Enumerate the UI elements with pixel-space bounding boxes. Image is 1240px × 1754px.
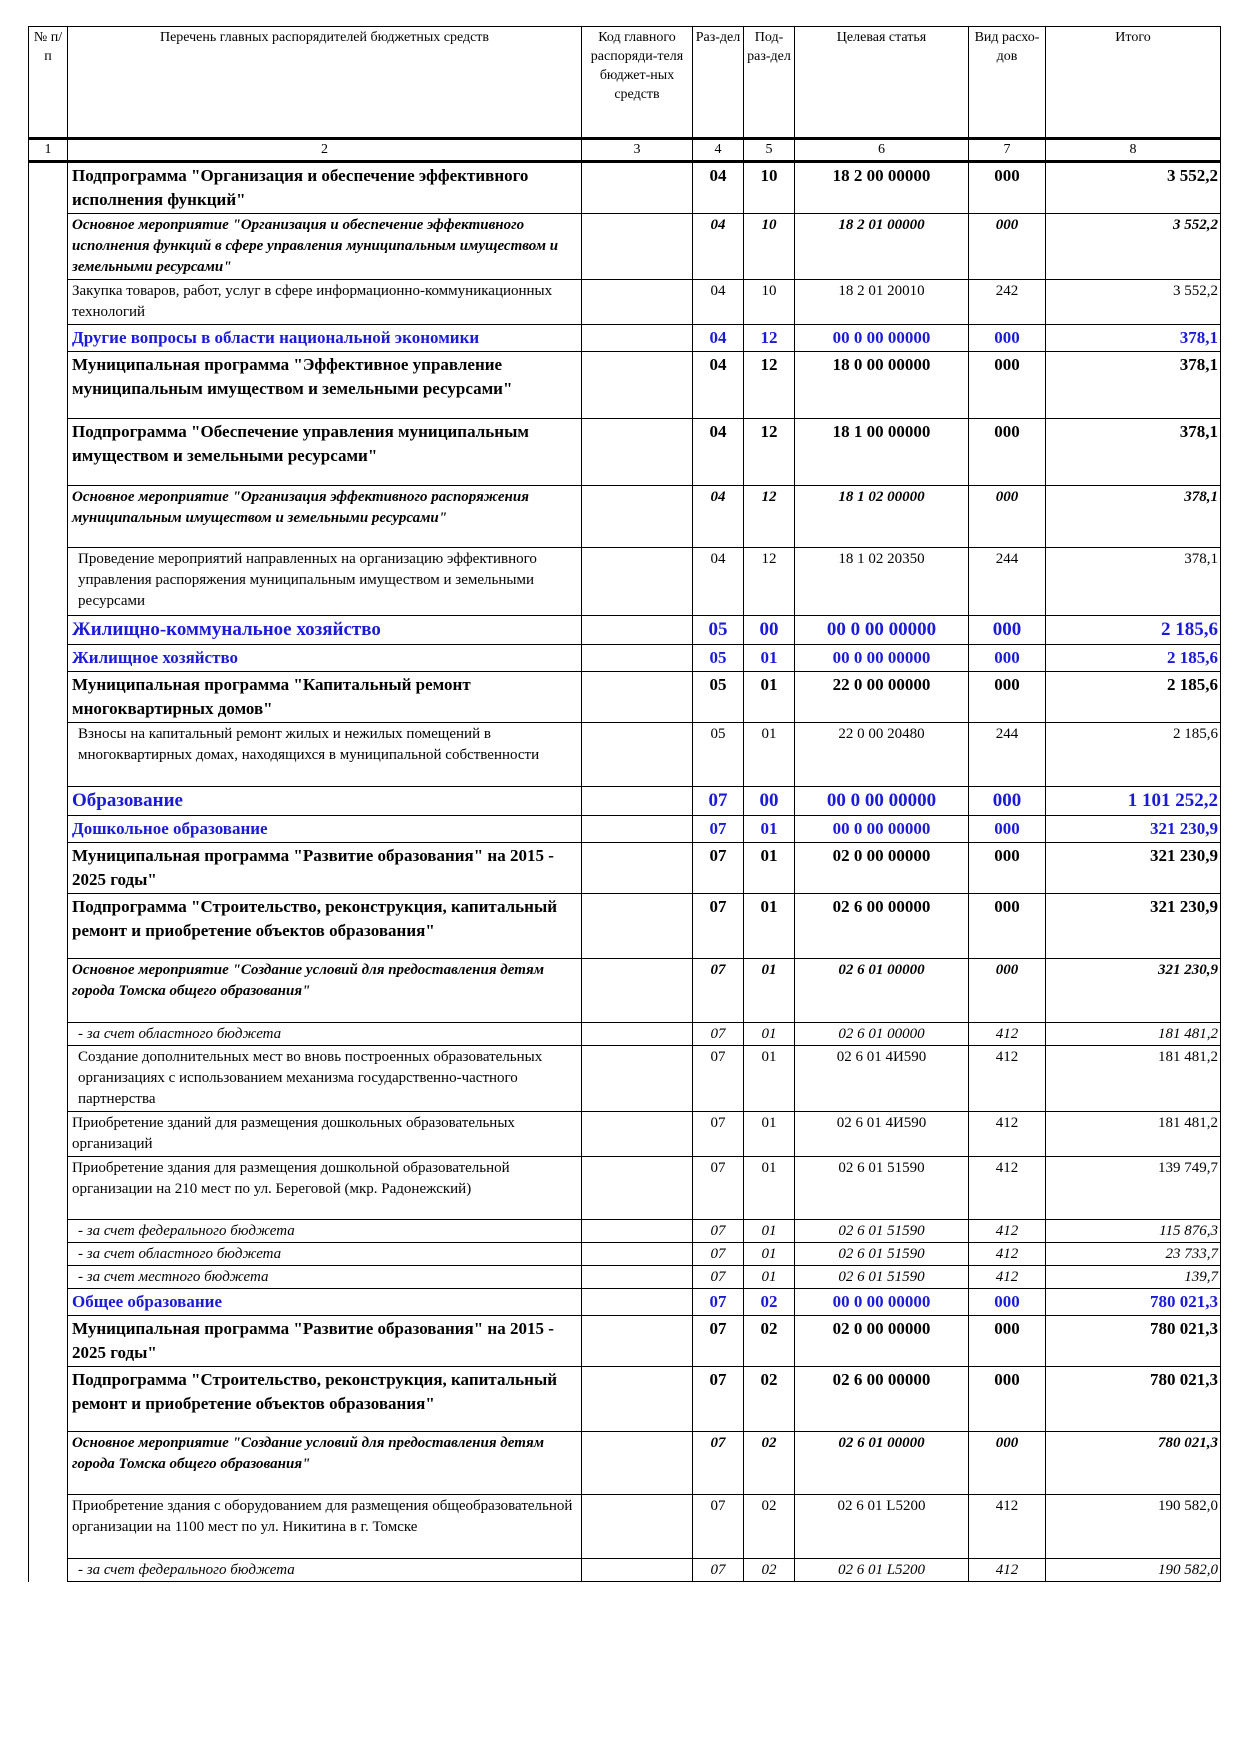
row-target-article: 18 2 01 00000 <box>795 214 969 280</box>
row-podrazdel: 10 <box>744 214 795 280</box>
row-code <box>582 214 693 280</box>
row-name: Взносы на капитальный ремонт жилых и нежилых помещений в многоквартирных домах, находящихся в муниципальной собственности <box>68 723 582 787</box>
table-row <box>29 1243 1221 1266</box>
table-row <box>29 672 1221 723</box>
row-total: 181 481,2 <box>1046 1046 1221 1112</box>
row-total: 1 101 252,2 <box>1046 787 1221 816</box>
table-row <box>29 548 1221 616</box>
row-name: - за счет федерального бюджета <box>68 1559 582 1582</box>
table-row <box>29 723 1221 787</box>
row-expense-type: 000 <box>969 1289 1046 1316</box>
row-name: Приобретение здания для размещения дошкольной образовательной организации на 210 мест по ул. Береговой (мкр. Радонежский) <box>68 1157 582 1220</box>
row-number-cell <box>29 645 68 672</box>
row-target-article: 02 6 01 51590 <box>795 1157 969 1220</box>
row-total: 378,1 <box>1046 548 1221 616</box>
row-razdel: 07 <box>693 1432 744 1495</box>
row-total: 181 481,2 <box>1046 1112 1221 1157</box>
row-name: Другие вопросы в области национальной экономики <box>68 325 582 352</box>
row-expense-type: 000 <box>969 486 1046 548</box>
row-code <box>582 1112 693 1157</box>
row-razdel: 07 <box>693 1220 744 1243</box>
row-code <box>582 1157 693 1220</box>
row-number-cell <box>29 1289 68 1316</box>
row-expense-type: 244 <box>969 548 1046 616</box>
row-podrazdel: 01 <box>744 645 795 672</box>
row-target-article: 02 0 00 00000 <box>795 1316 969 1367</box>
row-name: Общее образование <box>68 1289 582 1316</box>
header-target: Целевая статья <box>795 27 969 139</box>
row-target-article: 02 0 00 00000 <box>795 843 969 894</box>
row-podrazdel: 01 <box>744 1266 795 1289</box>
row-expense-type: 242 <box>969 280 1046 325</box>
row-razdel: 07 <box>693 959 744 1023</box>
row-code <box>582 1289 693 1316</box>
column-number: 5 <box>744 139 795 162</box>
row-name: Жилищно-коммунальное хозяйство <box>68 616 582 645</box>
row-total: 780 021,3 <box>1046 1367 1221 1432</box>
row-number-cell <box>29 1157 68 1220</box>
row-code <box>582 486 693 548</box>
row-code <box>582 1316 693 1367</box>
row-name: Подпрограмма "Обеспечение управления муниципальным имуществом и земельными ресурсами" <box>68 419 582 486</box>
row-razdel: 07 <box>693 816 744 843</box>
row-total: 2 185,6 <box>1046 616 1221 645</box>
row-expense-type: 412 <box>969 1157 1046 1220</box>
row-total: 780 021,3 <box>1046 1289 1221 1316</box>
row-name: Основное мероприятие "Создание условий для предоставления детям города Томска общего образования" <box>68 1432 582 1495</box>
row-number-cell <box>29 1432 68 1495</box>
row-number-cell <box>29 1112 68 1157</box>
row-number-cell <box>29 1495 68 1559</box>
row-code <box>582 1266 693 1289</box>
row-code <box>582 843 693 894</box>
row-target-article: 02 6 01 L5200 <box>795 1559 969 1582</box>
header-razdel: Раз-дел <box>693 27 744 139</box>
row-number-cell <box>29 1220 68 1243</box>
row-podrazdel: 01 <box>744 959 795 1023</box>
row-total: 780 021,3 <box>1046 1316 1221 1367</box>
row-expense-type: 412 <box>969 1266 1046 1289</box>
row-podrazdel: 02 <box>744 1559 795 1582</box>
row-name: Дошкольное образование <box>68 816 582 843</box>
row-expense-type: 000 <box>969 214 1046 280</box>
row-code <box>582 816 693 843</box>
table-row <box>29 645 1221 672</box>
table-row <box>29 616 1221 645</box>
row-code <box>582 959 693 1023</box>
row-razdel: 05 <box>693 723 744 787</box>
header-podrazdel: Под-раз-дел <box>744 27 795 139</box>
row-podrazdel: 02 <box>744 1289 795 1316</box>
row-code <box>582 723 693 787</box>
header-number: № п/п <box>29 27 68 139</box>
header-row <box>29 27 1221 139</box>
row-total: 190 582,0 <box>1046 1495 1221 1559</box>
row-razdel: 07 <box>693 1367 744 1432</box>
row-target-article: 00 0 00 00000 <box>795 787 969 816</box>
row-expense-type: 000 <box>969 894 1046 959</box>
row-number-cell <box>29 672 68 723</box>
row-expense-type: 000 <box>969 843 1046 894</box>
row-expense-type: 412 <box>969 1046 1046 1112</box>
table-row <box>29 1266 1221 1289</box>
row-code <box>582 1243 693 1266</box>
row-podrazdel: 12 <box>744 352 795 419</box>
row-code <box>582 1432 693 1495</box>
row-razdel: 04 <box>693 162 744 214</box>
row-razdel: 04 <box>693 280 744 325</box>
column-number: 8 <box>1046 139 1221 162</box>
table-row <box>29 1559 1221 1582</box>
row-total: 378,1 <box>1046 486 1221 548</box>
row-number-cell <box>29 894 68 959</box>
row-podrazdel: 12 <box>744 486 795 548</box>
row-target-article: 02 6 01 51590 <box>795 1266 969 1289</box>
row-podrazdel: 02 <box>744 1495 795 1559</box>
row-expense-type: 412 <box>969 1023 1046 1046</box>
row-razdel: 07 <box>693 787 744 816</box>
row-expense-type: 000 <box>969 419 1046 486</box>
table-row <box>29 162 1221 214</box>
row-number-cell <box>29 1046 68 1112</box>
table-row <box>29 419 1221 486</box>
row-name: Жилищное хозяйство <box>68 645 582 672</box>
table-row <box>29 280 1221 325</box>
row-podrazdel: 00 <box>744 616 795 645</box>
row-expense-type: 412 <box>969 1243 1046 1266</box>
row-code <box>582 419 693 486</box>
row-podrazdel: 01 <box>744 1157 795 1220</box>
row-razdel: 04 <box>693 214 744 280</box>
row-code <box>582 325 693 352</box>
row-target-article: 18 2 01 20010 <box>795 280 969 325</box>
row-number-cell <box>29 723 68 787</box>
header-expense-type: Вид расхо-дов <box>969 27 1046 139</box>
row-razdel: 07 <box>693 1046 744 1112</box>
row-total: 23 733,7 <box>1046 1243 1221 1266</box>
row-target-article: 00 0 00 00000 <box>795 816 969 843</box>
row-target-article: 02 6 00 00000 <box>795 1367 969 1432</box>
row-podrazdel: 02 <box>744 1316 795 1367</box>
row-total: 780 021,3 <box>1046 1432 1221 1495</box>
row-total: 139 749,7 <box>1046 1157 1221 1220</box>
row-razdel: 07 <box>693 1316 744 1367</box>
row-number-cell <box>29 787 68 816</box>
row-name: Муниципальная программа "Развитие образования" на 2015 - 2025 годы" <box>68 1316 582 1367</box>
row-code <box>582 280 693 325</box>
row-razdel: 04 <box>693 486 744 548</box>
table-row <box>29 894 1221 959</box>
row-razdel: 05 <box>693 645 744 672</box>
row-code <box>582 352 693 419</box>
row-podrazdel: 12 <box>744 325 795 352</box>
row-razdel: 04 <box>693 419 744 486</box>
row-number-cell <box>29 843 68 894</box>
row-total: 2 185,6 <box>1046 645 1221 672</box>
row-number-cell <box>29 419 68 486</box>
table-row <box>29 816 1221 843</box>
row-total: 3 552,2 <box>1046 280 1221 325</box>
row-razdel: 04 <box>693 352 744 419</box>
row-total: 2 185,6 <box>1046 723 1221 787</box>
row-total: 3 552,2 <box>1046 162 1221 214</box>
row-razdel: 07 <box>693 1495 744 1559</box>
row-total: 321 230,9 <box>1046 816 1221 843</box>
row-code <box>582 616 693 645</box>
row-expense-type: 000 <box>969 1316 1046 1367</box>
row-number-cell <box>29 1559 68 1582</box>
table-row <box>29 843 1221 894</box>
row-number-cell <box>29 616 68 645</box>
row-target-article: 00 0 00 00000 <box>795 616 969 645</box>
row-podrazdel: 01 <box>744 843 795 894</box>
row-podrazdel: 01 <box>744 672 795 723</box>
row-expense-type: 000 <box>969 325 1046 352</box>
row-podrazdel: 01 <box>744 1220 795 1243</box>
row-podrazdel: 12 <box>744 419 795 486</box>
row-target-article: 02 6 00 00000 <box>795 894 969 959</box>
row-podrazdel: 01 <box>744 1023 795 1046</box>
row-target-article: 00 0 00 00000 <box>795 645 969 672</box>
row-code <box>582 672 693 723</box>
table-row <box>29 1157 1221 1220</box>
row-total: 378,1 <box>1046 352 1221 419</box>
row-podrazdel: 01 <box>744 894 795 959</box>
row-total: 190 582,0 <box>1046 1559 1221 1582</box>
table-row <box>29 1220 1221 1243</box>
table-row <box>29 1495 1221 1559</box>
row-podrazdel: 00 <box>744 787 795 816</box>
row-razdel: 07 <box>693 1243 744 1266</box>
row-podrazdel: 10 <box>744 162 795 214</box>
row-code <box>582 548 693 616</box>
row-name: - за счет местного бюджета <box>68 1266 582 1289</box>
row-number-cell <box>29 352 68 419</box>
table-row <box>29 1112 1221 1157</box>
row-expense-type: 412 <box>969 1112 1046 1157</box>
row-podrazdel: 01 <box>744 723 795 787</box>
row-code <box>582 894 693 959</box>
row-code <box>582 1046 693 1112</box>
row-name: Муниципальная программа "Эффективное управление муниципальным имуществом и земельными ресурсами" <box>68 352 582 419</box>
row-expense-type: 000 <box>969 816 1046 843</box>
row-target-article: 00 0 00 00000 <box>795 1289 969 1316</box>
column-numbers-row <box>29 139 1221 162</box>
row-total: 181 481,2 <box>1046 1023 1221 1046</box>
table-row <box>29 352 1221 419</box>
row-name: Основное мероприятие "Организация и обеспечение эффективного исполнения функций в сфере управления муниципальным имуществом и земельными ресурсами" <box>68 214 582 280</box>
row-name: - за счет областного бюджета <box>68 1023 582 1046</box>
row-number-cell <box>29 816 68 843</box>
row-podrazdel: 01 <box>744 816 795 843</box>
row-number-cell <box>29 162 68 214</box>
header-name: Перечень главных распорядителей бюджетных средств <box>68 27 582 139</box>
row-podrazdel: 01 <box>744 1112 795 1157</box>
row-code <box>582 1495 693 1559</box>
row-total: 2 185,6 <box>1046 672 1221 723</box>
row-name: Подпрограмма "Организация и обеспечение эффективного исполнения функций" <box>68 162 582 214</box>
row-target-article: 02 6 01 L5200 <box>795 1495 969 1559</box>
row-podrazdel: 02 <box>744 1367 795 1432</box>
row-number-cell <box>29 214 68 280</box>
table-row <box>29 1046 1221 1112</box>
row-target-article: 18 1 02 20350 <box>795 548 969 616</box>
row-razdel: 07 <box>693 1023 744 1046</box>
row-number-cell <box>29 1367 68 1432</box>
row-number-cell <box>29 959 68 1023</box>
row-target-article: 02 6 01 4И590 <box>795 1046 969 1112</box>
column-number: 1 <box>29 139 68 162</box>
row-code <box>582 645 693 672</box>
table-row <box>29 1289 1221 1316</box>
row-expense-type: 000 <box>969 787 1046 816</box>
row-razdel: 05 <box>693 672 744 723</box>
row-podrazdel: 02 <box>744 1432 795 1495</box>
row-razdel: 04 <box>693 548 744 616</box>
row-name: - за счет областного бюджета <box>68 1243 582 1266</box>
row-razdel: 07 <box>693 1559 744 1582</box>
row-target-article: 02 6 01 51590 <box>795 1220 969 1243</box>
row-name: Основное мероприятие "Создание условий для предоставления детям города Томска общего образования" <box>68 959 582 1023</box>
table-body <box>29 162 1221 1582</box>
row-number-cell <box>29 280 68 325</box>
row-name: Муниципальная программа "Капитальный ремонт многоквартирных домов" <box>68 672 582 723</box>
row-code <box>582 1559 693 1582</box>
table-row <box>29 787 1221 816</box>
header-code: Код главного распоряди-теля бюджет-ных средств <box>582 27 693 139</box>
row-total: 139,7 <box>1046 1266 1221 1289</box>
column-number: 7 <box>969 139 1046 162</box>
row-expense-type: 412 <box>969 1495 1046 1559</box>
row-expense-type: 000 <box>969 645 1046 672</box>
column-number: 6 <box>795 139 969 162</box>
row-target-article: 18 0 00 00000 <box>795 352 969 419</box>
row-name: Приобретение зданий для размещения дошкольных образовательных организаций <box>68 1112 582 1157</box>
table-row <box>29 959 1221 1023</box>
table-row <box>29 1316 1221 1367</box>
row-total: 3 552,2 <box>1046 214 1221 280</box>
row-razdel: 07 <box>693 1266 744 1289</box>
row-expense-type: 000 <box>969 162 1046 214</box>
row-target-article: 22 0 00 00000 <box>795 672 969 723</box>
table-row <box>29 1023 1221 1046</box>
row-podrazdel: 01 <box>744 1046 795 1112</box>
table-row <box>29 1432 1221 1495</box>
header-total: Итого <box>1046 27 1221 139</box>
table-row <box>29 1367 1221 1432</box>
row-name: Создание дополнительных мест во вновь построенных образовательных организациях с использованием механизма государственно-частного партнерства <box>68 1046 582 1112</box>
row-name: Основное мероприятие "Организация эффективного распоряжения муниципальным имуществом и земельными ресурсами" <box>68 486 582 548</box>
row-podrazdel: 10 <box>744 280 795 325</box>
row-razdel: 05 <box>693 616 744 645</box>
row-target-article: 18 1 00 00000 <box>795 419 969 486</box>
row-expense-type: 000 <box>969 352 1046 419</box>
row-total: 378,1 <box>1046 419 1221 486</box>
row-name: Муниципальная программа "Развитие образования" на 2015 - 2025 годы" <box>68 843 582 894</box>
row-name: Проведение мероприятий направленных на организацию эффективного управления распоряжения муниципальным имуществом и земельными ресурсами <box>68 548 582 616</box>
row-code <box>582 1023 693 1046</box>
row-code <box>582 1367 693 1432</box>
row-name: Приобретение здания с оборудованием для размещения общеобразовательной организации на 1100 мест по ул. Никитина в г. Томске <box>68 1495 582 1559</box>
table-row <box>29 486 1221 548</box>
row-razdel: 07 <box>693 894 744 959</box>
row-number-cell <box>29 1316 68 1367</box>
row-total: 115 876,3 <box>1046 1220 1221 1243</box>
row-name: Образование <box>68 787 582 816</box>
column-number: 2 <box>68 139 582 162</box>
budget-table <box>28 26 1221 1582</box>
row-total: 321 230,9 <box>1046 894 1221 959</box>
row-expense-type: 000 <box>969 959 1046 1023</box>
table-row <box>29 325 1221 352</box>
row-razdel: 07 <box>693 1157 744 1220</box>
row-target-article: 22 0 00 20480 <box>795 723 969 787</box>
row-number-cell <box>29 1266 68 1289</box>
row-total: 321 230,9 <box>1046 843 1221 894</box>
row-name: Подпрограмма "Строительство, реконструкция, капитальный ремонт и приобретение объектов образования" <box>68 894 582 959</box>
row-razdel: 07 <box>693 843 744 894</box>
row-razdel: 04 <box>693 325 744 352</box>
row-code <box>582 1220 693 1243</box>
row-target-article: 02 6 01 00000 <box>795 1023 969 1046</box>
row-number-cell <box>29 1023 68 1046</box>
row-expense-type: 000 <box>969 1432 1046 1495</box>
row-target-article: 18 1 02 00000 <box>795 486 969 548</box>
row-target-article: 18 2 00 00000 <box>795 162 969 214</box>
column-number: 4 <box>693 139 744 162</box>
row-number-cell <box>29 325 68 352</box>
row-number-cell <box>29 548 68 616</box>
column-number: 3 <box>582 139 693 162</box>
row-name: Закупка товаров, работ, услуг в сфере информационно-коммуникационных технологий <box>68 280 582 325</box>
row-code <box>582 787 693 816</box>
row-total: 378,1 <box>1046 325 1221 352</box>
row-podrazdel: 01 <box>744 1243 795 1266</box>
row-target-article: 00 0 00 00000 <box>795 325 969 352</box>
row-razdel: 07 <box>693 1289 744 1316</box>
row-target-article: 02 6 01 00000 <box>795 959 969 1023</box>
row-expense-type: 244 <box>969 723 1046 787</box>
table-row <box>29 214 1221 280</box>
row-target-article: 02 6 01 00000 <box>795 1432 969 1495</box>
row-number-cell <box>29 1243 68 1266</box>
row-number-cell <box>29 486 68 548</box>
row-razdel: 07 <box>693 1112 744 1157</box>
row-code <box>582 162 693 214</box>
row-target-article: 02 6 01 51590 <box>795 1243 969 1266</box>
row-name: - за счет федерального бюджета <box>68 1220 582 1243</box>
row-total: 321 230,9 <box>1046 959 1221 1023</box>
row-expense-type: 412 <box>969 1220 1046 1243</box>
row-expense-type: 000 <box>969 1367 1046 1432</box>
row-expense-type: 412 <box>969 1559 1046 1582</box>
row-expense-type: 000 <box>969 672 1046 723</box>
row-podrazdel: 12 <box>744 548 795 616</box>
row-target-article: 02 6 01 4И590 <box>795 1112 969 1157</box>
row-expense-type: 000 <box>969 616 1046 645</box>
row-name: Подпрограмма "Строительство, реконструкция, капитальный ремонт и приобретение объектов образования" <box>68 1367 582 1432</box>
